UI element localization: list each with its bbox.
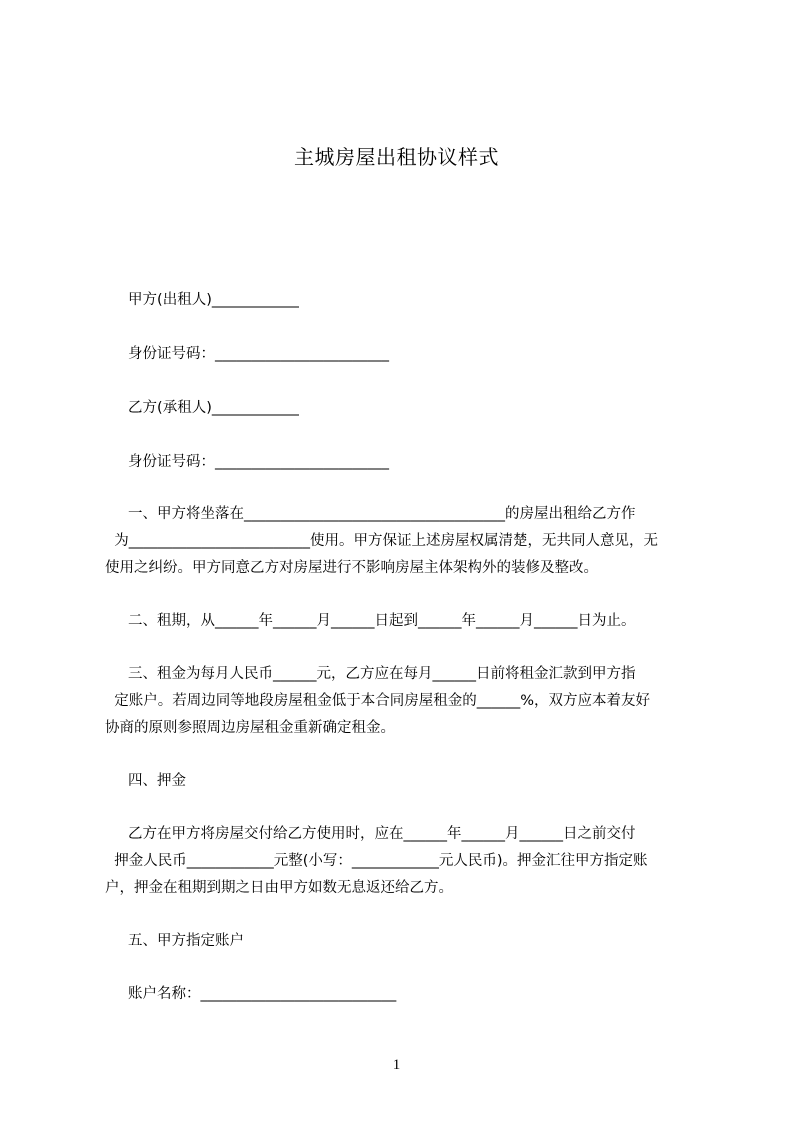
clause-4-line-3: 户，押金在租期到期之日由甲方如数无息返还给乙方。 <box>105 880 453 896</box>
clause-4-line-2: 押金人民币____________元整(小写：____________元人民币)。押金汇往甲方指定账 <box>105 853 648 869</box>
document-title: 主城房屋出租协议样式 <box>294 145 499 169</box>
clause-3-line-2: 定账户。若周边同等地段房屋租金低于本合同房屋租金的______%，双方应本着友好 <box>105 693 650 709</box>
party-b-id-line: 身份证号码：________________________ <box>105 454 390 470</box>
clause-1-line-1: 一、甲方将坐落在____________________________________的房屋出租给乙方作 <box>105 506 636 522</box>
account-name-line: 账户名称：___________________________ <box>105 986 397 1002</box>
clause-4-line-1: 乙方在甲方将房屋交付给乙方使用时，应在______年______月______日之前交付 <box>105 826 636 842</box>
clause-4-heading: 四、押金 <box>105 773 187 789</box>
party-b-line: 乙方(承租人)____________ <box>105 400 299 416</box>
party-a-id-line: 身份证号码：________________________ <box>105 346 390 362</box>
page-number: 1 <box>392 1057 401 1073</box>
clause-3-line-3: 协商的原则参照周边房屋租金重新确定租金。 <box>105 720 395 736</box>
clause-2-line: 二、租期，从______年______月______日起到______年______月______日为止。 <box>105 613 636 629</box>
party-a-line: 甲方(出租人)____________ <box>105 292 299 308</box>
clause-1-line-2: 为_________________________使用。甲方保证上述房屋权属清楚，无共同人意见，无 <box>105 533 658 549</box>
clause-3-line-1: 三、租金为每月人民币______元，乙方应在每月______日前将租金汇款到甲方指 <box>105 666 636 682</box>
clause-1-line-3: 使用之纠纷。甲方同意乙方对房屋进行不影响房屋主体架构外的装修及整改。 <box>105 560 598 576</box>
clause-5-heading: 五、甲方指定账户 <box>105 933 245 949</box>
